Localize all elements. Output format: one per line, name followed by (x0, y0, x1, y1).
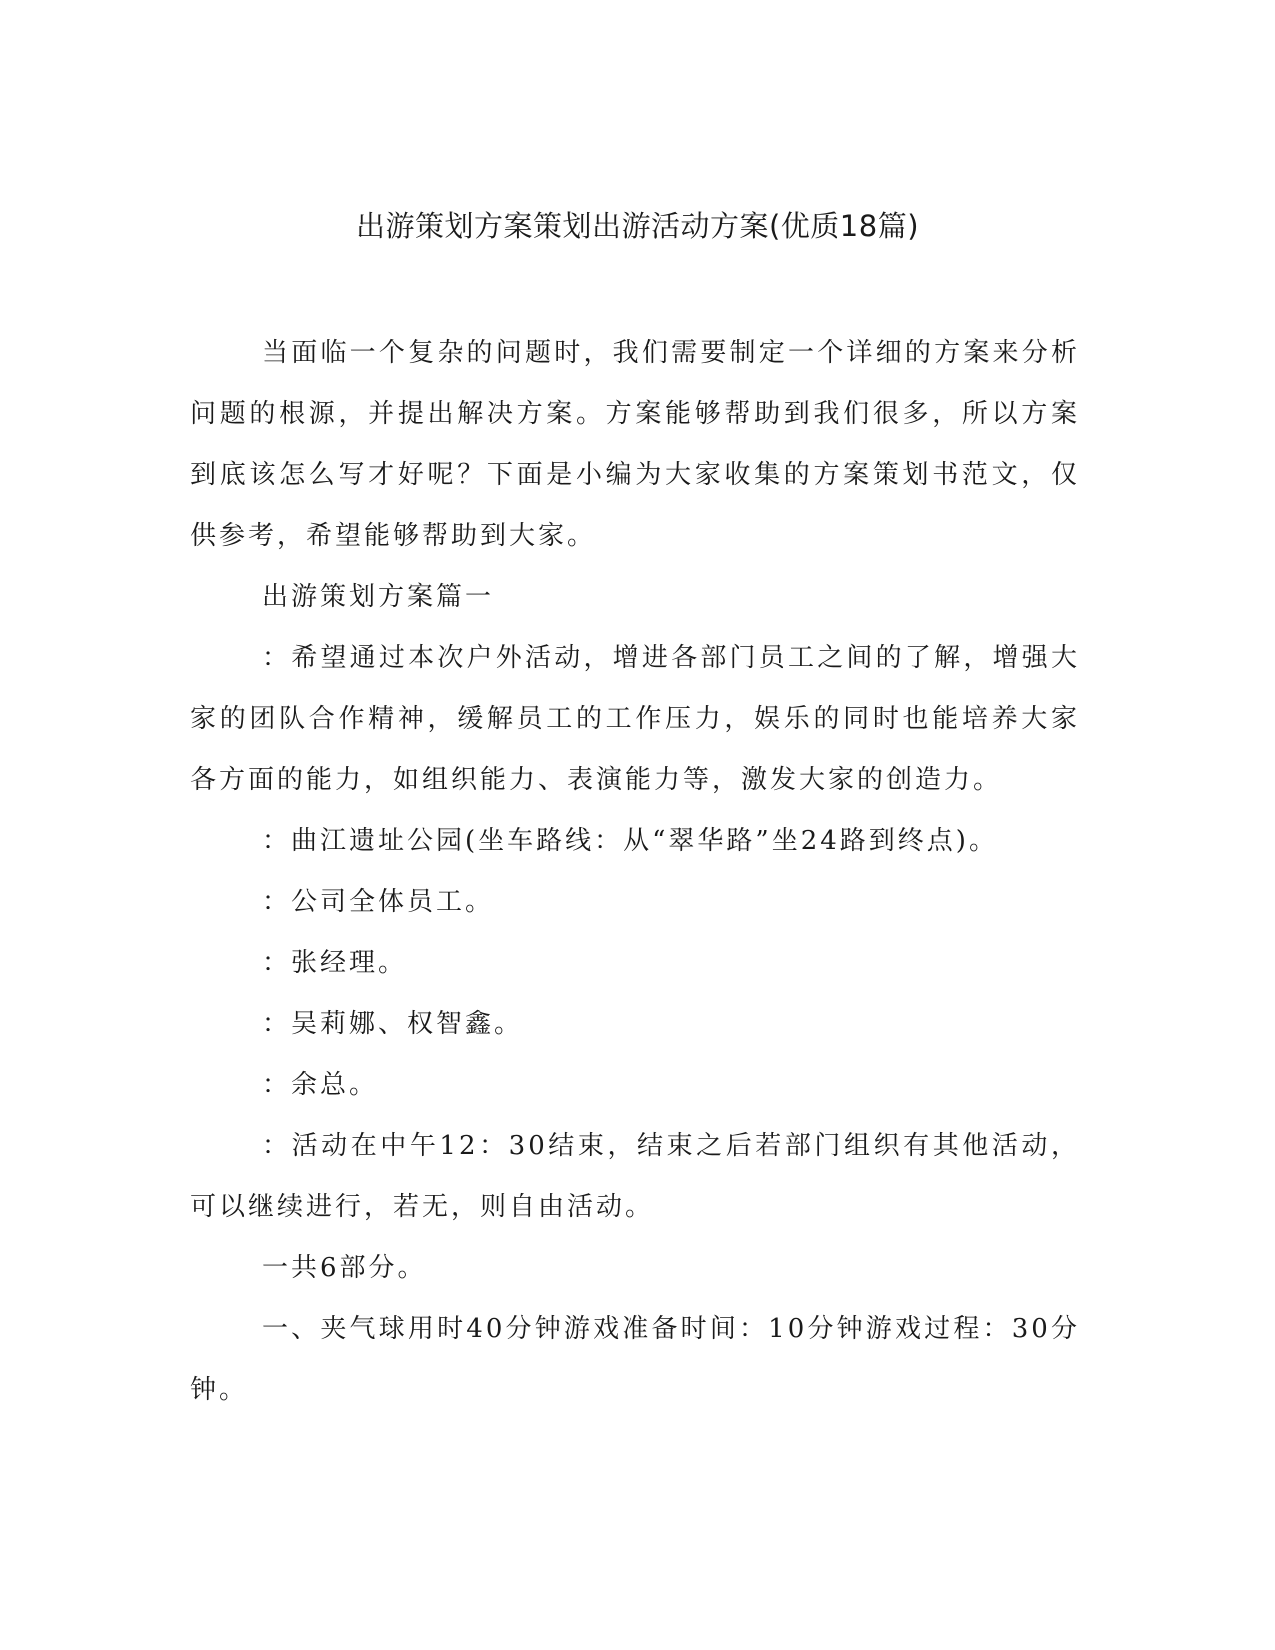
paragraph-parts-count: 一共6部分。 (262, 1253, 427, 1283)
paragraph-host: ：余总。 (262, 1070, 379, 1100)
document-title: 出游策划方案策划出游活动方案(优质18篇) (355, 209, 920, 243)
paragraph-participants: ：公司全体员工。 (262, 887, 495, 917)
paragraph-purpose: ：希望通过本次户外活动，增进各部门员工之间的了解，增强大家的团队合作精神，缓解员工的工作压力，娱乐的同时也能培养大家各方面的能力，如组织能力、表演能力等，激发大家的创造力。 (190, 643, 1080, 795)
paragraph-end-time: ：活动在中午12：30结束，结束之后若部门组织有其他活动，可以继续进行，若无，则自由活动。 (190, 1131, 1080, 1222)
paragraph-leader: ：张经理。 (262, 948, 408, 978)
paragraph-game-one: 一、夹气球用时40分钟游戏准备时间：10分钟游戏过程：30分钟。 (190, 1314, 1080, 1405)
paragraph-organizers: ：吴莉娜、权智鑫。 (262, 1009, 524, 1039)
paragraph-intro: 当面临一个复杂的问题时，我们需要制定一个详细的方案来分析问题的根源，并提出解决方案。方案能够帮助到我们很多，所以方案到底该怎么写才好呢？下面是小编为大家收集的方案策划书范文，仅供参考，希望能够帮助到大家。 (190, 338, 1080, 551)
document-body (190, 323, 1080, 1421)
paragraph-location: ：曲江遗址公园(坐车路线：从“翠华路”坐24路到终点)。 (262, 826, 998, 856)
paragraph-section-heading: 出游策划方案篇一 (262, 582, 495, 612)
